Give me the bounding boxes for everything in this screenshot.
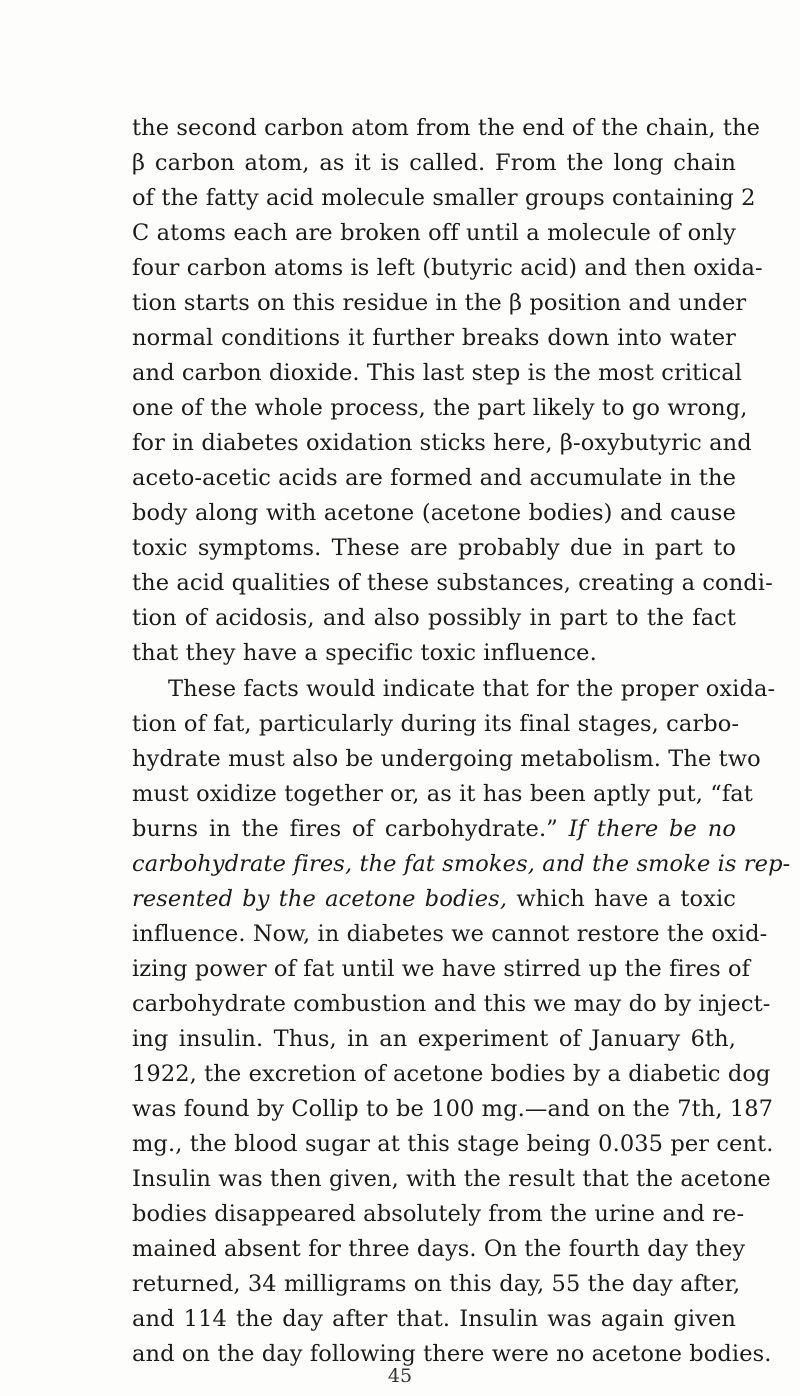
text-italic: carbohydrate fires, the fat smokes, and the smoke is rep- <box>132 851 791 877</box>
text-line: that they have a specific toxic influence. <box>132 640 597 666</box>
text-line: for in diabetes oxidation sticks here, β-oxybutyric and <box>132 430 752 456</box>
text-line: the acid qualities of these substances, creating a condi- <box>132 570 773 596</box>
text-line: hydrate must also be undergoing metabolism. The two <box>132 746 761 772</box>
text-line: These facts would indicate that for the proper oxida- <box>168 676 776 702</box>
text-line: four carbon atoms is left (butyric acid) and then oxida- <box>132 255 763 281</box>
text-line: tion of acidosis, and also possibly in part to the fact <box>132 605 736 631</box>
text-line: aceto-acetic acids are formed and accumulate in the <box>132 465 736 491</box>
text-line: returned, 34 milligrams on this day, 55 the day after, <box>132 1271 741 1297</box>
text-line: C atoms each are broken off until a molecule of only <box>132 220 736 246</box>
text-line: the second carbon atom from the end of the chain, the <box>132 115 761 141</box>
text-line: body along with acetone (acetone bodies) and cause <box>132 500 736 526</box>
text-line: tion of fat, particularly during its final stages, carbo- <box>132 711 740 737</box>
text-italic: resented by the acetone bodies, <box>132 886 508 912</box>
text-line-mixed <box>132 882 736 916</box>
text-line: and carbon dioxide. This last step is the most critical <box>132 360 743 386</box>
text-roman: burns in the fires of carbohydrate.” <box>132 816 558 842</box>
text-line-italic <box>132 847 791 881</box>
text-roman: which have a toxic <box>516 886 736 912</box>
text-line: influence. Now, in diabetes we cannot restore the oxid- <box>132 921 768 947</box>
text-line: bodies disappeared absolutely from the urine and re- <box>132 1201 745 1227</box>
text-line: mg., the blood sugar at this stage being 0.035 per cent. <box>132 1131 774 1157</box>
text-line: toxic symptoms. These are probably due in part to <box>132 535 736 561</box>
text-line: mained absent for three days. On the fourth day they <box>132 1236 746 1262</box>
text-line: was found by Collip to be 100 mg.—and on the 7th, 187 <box>132 1096 774 1122</box>
text-line: and on the day following there were no acetone bodies. <box>132 1341 772 1367</box>
text-line: ing insulin. Thus, in an experiment of January 6th, <box>132 1026 736 1052</box>
text-line: of the fatty acid molecule smaller groups containing 2 <box>132 185 756 211</box>
text-line: one of the whole process, the part likely to go wrong, <box>132 395 748 421</box>
text-line: must oxidize together or, as it has been aptly put, “fat <box>132 781 753 807</box>
page-number: 45 <box>387 1365 413 1387</box>
text-line: and 114 the day after that. Insulin was again given <box>132 1306 736 1332</box>
text-line: normal conditions it further breaks down into water <box>132 325 736 351</box>
text-line: 1922, the excretion of acetone bodies by a diabetic dog <box>132 1061 771 1087</box>
text-line: Insulin was then given, with the result that the acetone <box>132 1166 771 1192</box>
text-italic: If there be no <box>568 816 736 842</box>
text-line: izing power of fat until we have stirred up the fires of <box>132 956 751 982</box>
text-line: tion starts on this residue in the β position and under <box>132 290 747 316</box>
text-line: carbohydrate combustion and this we may do by inject- <box>132 991 771 1017</box>
text-line: β carbon atom, as it is called. From the long chain <box>132 150 736 176</box>
text-line-mixed <box>132 812 736 846</box>
